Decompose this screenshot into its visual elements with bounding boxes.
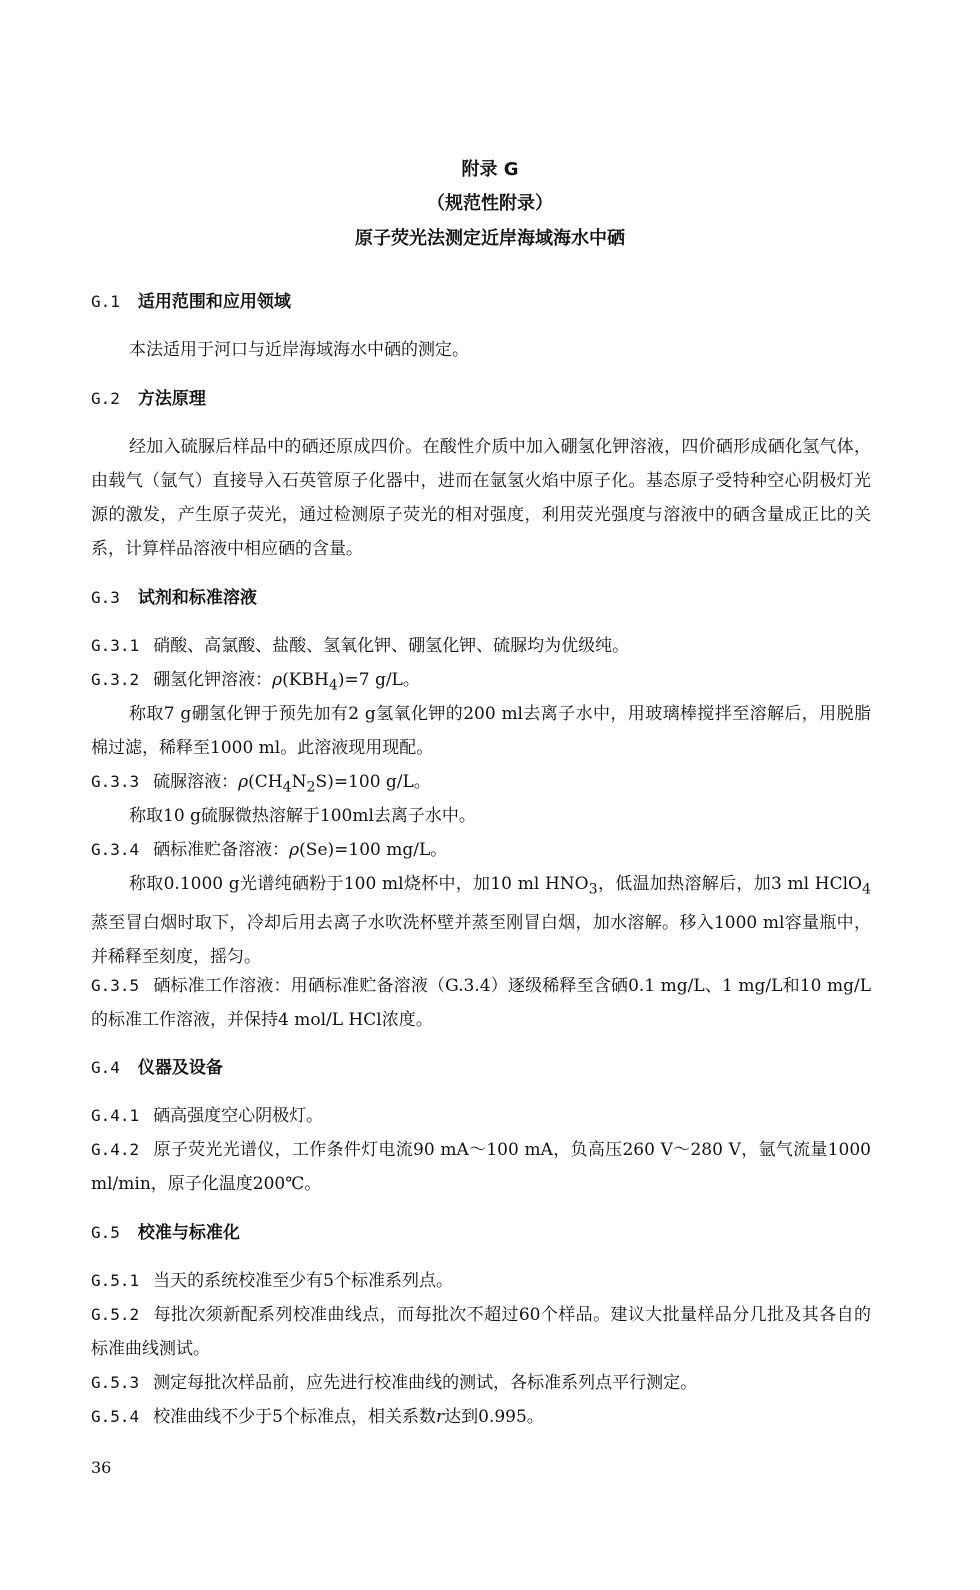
item-number: G.5.3 bbox=[91, 1373, 140, 1392]
g32-paragraph: 称取7 g硼氢化钾于预先加有2 g氢氧化钾的200 ml去离子水中，用玻璃棒搅拌至溶解后，用脱脂棉过滤，稀释至1000 ml。此溶液现用现配。 bbox=[91, 704, 871, 758]
formula-part: N bbox=[291, 772, 307, 792]
section-number: G.5 bbox=[91, 1223, 120, 1242]
section-title: 校准与标准化 bbox=[137, 1223, 240, 1243]
section-title: 适用范围和应用领域 bbox=[137, 292, 291, 312]
item-text: 校准曲线不少于5个标准点，相关系数 bbox=[153, 1407, 436, 1427]
formula-part: (KBH bbox=[282, 670, 329, 690]
text-part: 蒸至冒白烟时取下，冷却后用去离子水吹洗杯壁并蒸至刚冒白烟，加水溶解。移入1000 ml容量瓶中，并稀释至刻度，摇匀。 bbox=[91, 913, 871, 968]
formula-part: (Se)=100 mg/L。 bbox=[299, 840, 448, 860]
section-number: G.3 bbox=[91, 588, 120, 607]
g42-item bbox=[91, 1133, 871, 1201]
item-text: 硒标准工作溶液：用硒标准贮备溶液（G.3.4）逐级稀释至含硒0.1 mg/L、1 mg/L和10 mg/L的标准工作溶液，并保持4 mol/L HCl浓度。 bbox=[91, 976, 871, 1030]
item-label: 硼氢化钾溶液： bbox=[153, 670, 273, 690]
item-label: 硫脲溶液： bbox=[153, 772, 239, 792]
g52-item bbox=[91, 1298, 871, 1366]
section-title: 试剂和标准溶液 bbox=[137, 588, 257, 608]
g2-paragraph: 经加入硫脲后样品中的硒还原成四价。在酸性介质中加入硼氢化钾溶液，四价硒形成硒化氢气体，由载气（氩气）直接导入石英管原子化器中，进而在氩氢火焰中原子化。基态原子受特种空心阴极灯光源的激发，产生原子荧光，通过检测原子荧光的相对强度，利用荧光强度与溶液中的硒含量成正比的关系，计算样品溶液中相应硒的含量。 bbox=[91, 437, 871, 559]
formula-part: (CH bbox=[248, 772, 283, 792]
item-text: 达到0.995。 bbox=[444, 1407, 544, 1427]
item-number: G.4.2 bbox=[91, 1140, 140, 1159]
formula-part: )=7 g/L。 bbox=[337, 670, 420, 690]
item-number: G.4.1 bbox=[91, 1106, 140, 1125]
item-number: G.3.3 bbox=[91, 772, 140, 791]
item-number: G.5.2 bbox=[91, 1305, 140, 1324]
section-title: 方法原理 bbox=[137, 389, 206, 409]
item-text: 硒高强度空心阴极灯。 bbox=[153, 1106, 324, 1126]
appendix-title: 附录 G bbox=[461, 159, 519, 180]
section-number: G.4 bbox=[91, 1058, 120, 1077]
rho-symbol: ρ bbox=[289, 840, 300, 860]
section-g5-heading bbox=[91, 1221, 240, 1245]
item-text: 原子荧光光谱仪，工作条件灯电流90 mA～100 mA，负高压260 V～280 V，氩气流量1000 ml/min，原子化温度200℃。 bbox=[91, 1140, 871, 1194]
text-part: 称取0.1000 g光谱纯硒粉于100 ml烧杯中，加10 ml HNO bbox=[129, 874, 589, 894]
formula-subscript: 4 bbox=[862, 881, 872, 898]
section-g4-heading bbox=[91, 1056, 223, 1080]
item-text: 测定每批次样品前，应先进行校准曲线的测试，各标准系列点平行测定。 bbox=[153, 1373, 698, 1393]
item-number: G.5.1 bbox=[91, 1271, 140, 1290]
rho-symbol: ρ bbox=[238, 772, 249, 792]
item-number: G.3.1 bbox=[91, 636, 140, 655]
g35-item bbox=[91, 969, 871, 1037]
formula-subscript: 2 bbox=[306, 779, 316, 796]
item-text: 每批次须新配系列校准曲线点，而每批次不超过60个样品。建议大批量样品分几批及其各自的标准曲线测试。 bbox=[91, 1305, 871, 1359]
section-number: G.2 bbox=[91, 389, 120, 408]
section-g2-heading bbox=[91, 387, 206, 411]
item-label: 硒标准贮备溶液： bbox=[153, 840, 290, 860]
item-number: G.3.5 bbox=[91, 976, 140, 995]
rho-symbol: ρ bbox=[272, 670, 283, 690]
g41-item bbox=[91, 1099, 871, 1133]
text-part: ，低温加热溶解后，加3 ml HClO bbox=[597, 874, 862, 894]
g33-paragraph: 称取10 g硫脲微热溶解于100ml去离子水中。 bbox=[129, 806, 476, 826]
item-text: 硝酸、高氯酸、盐酸、氢氧化钾、硼氢化钾、硫脲均为优级纯。 bbox=[153, 636, 630, 656]
g1-paragraph: 本法适用于河口与近岸海域海水中硒的测定。 bbox=[129, 340, 469, 360]
section-g1-heading bbox=[91, 290, 291, 314]
g34-item bbox=[91, 833, 871, 867]
item-number: G.3.4 bbox=[91, 840, 140, 859]
g34-paragraph bbox=[91, 867, 871, 974]
formula-subscript: 4 bbox=[328, 677, 338, 694]
g53-item bbox=[91, 1366, 871, 1400]
item-number: G.3.2 bbox=[91, 670, 140, 689]
item-text: 当天的系统校准至少有5个标准系列点。 bbox=[153, 1271, 453, 1291]
g31-item bbox=[91, 629, 871, 663]
section-g3-heading bbox=[91, 586, 257, 610]
page-number: 36 bbox=[91, 1458, 112, 1477]
formula-subscript: 3 bbox=[588, 881, 598, 898]
appendix-name: 原子荧光法测定近岸海域海水中硒 bbox=[355, 228, 625, 249]
appendix-subtitle: （规范性附录） bbox=[427, 193, 553, 214]
item-number: G.5.4 bbox=[91, 1407, 140, 1426]
section-title: 仪器及设备 bbox=[137, 1058, 223, 1078]
section-number: G.1 bbox=[91, 292, 120, 311]
correlation-symbol: r bbox=[436, 1407, 445, 1427]
g54-item bbox=[91, 1400, 871, 1434]
g51-item bbox=[91, 1264, 871, 1298]
formula-subscript: 4 bbox=[282, 779, 292, 796]
formula-part: S)=100 g/L。 bbox=[315, 772, 431, 792]
